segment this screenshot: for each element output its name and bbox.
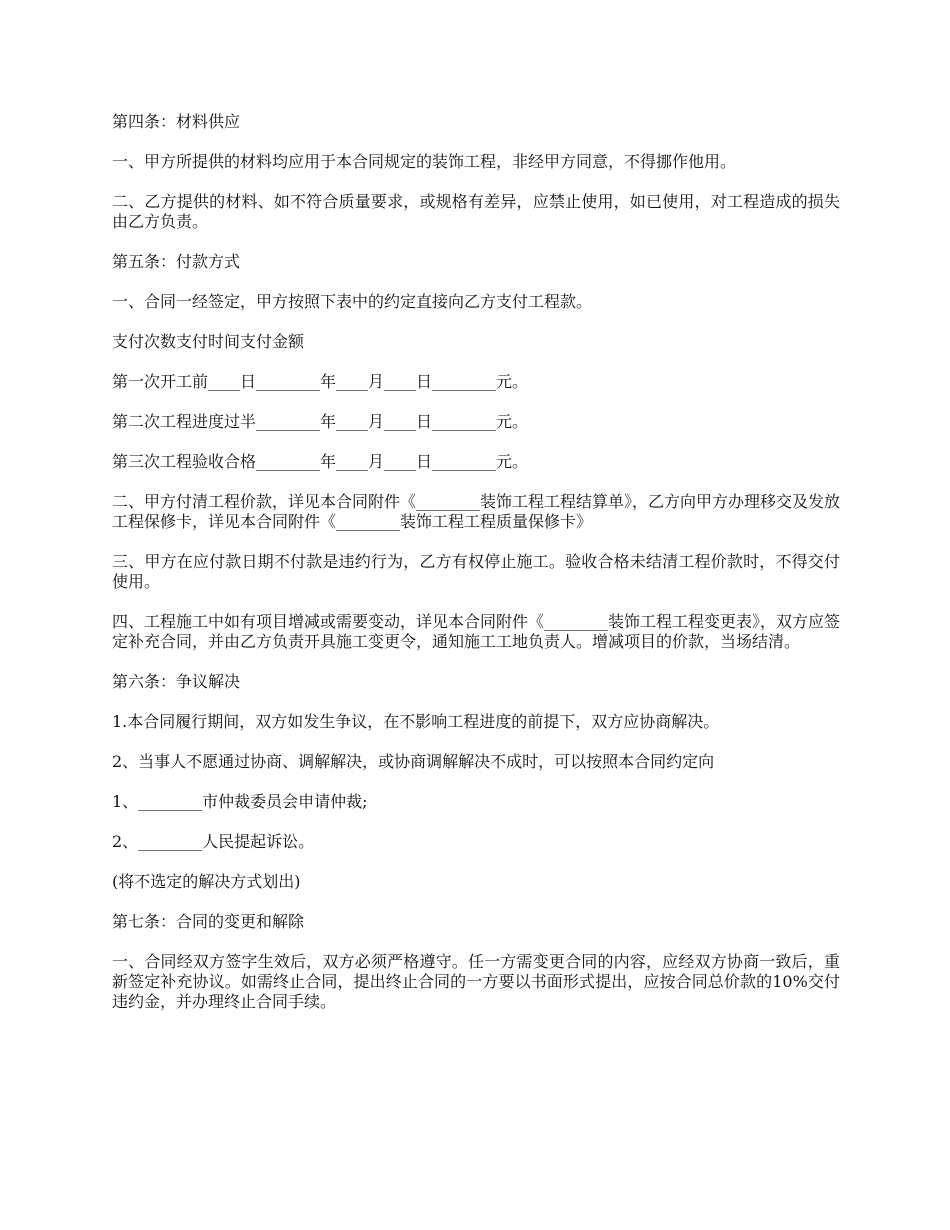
article-4-clause-1: 一、甲方所提供的材料均应用于本合同规定的装饰工程，非经甲方同意，不得挪作他用。 (112, 152, 737, 171)
article-4-clause-2: 二、乙方提供的材料、如不符合质量要求，或规格有差异，应禁止使用，如已使用，对工程造成的损失由乙方负责。 (112, 192, 840, 231)
document-body (112, 112, 840, 1032)
dispute-option-note: (将不选定的解决方式划出) (112, 872, 301, 891)
payment-row-2: 第二次工程进度过半________年____月____日________元。 (112, 412, 529, 431)
article-5-heading: 第五条：付款方式 (112, 252, 241, 271)
dispute-option-litigation: 2、________人民提起诉讼。 (112, 832, 315, 851)
article-6-heading: 第六条：争议解决 (112, 672, 241, 691)
article-5-clause-2: 二、甲方付清工程价款，详见本合同附件《________装饰工程工程结算单》，乙方向甲方办理移交及发放工程保修卡，详见本合同附件《________装饰工程工程质量保修卡》 (112, 492, 841, 531)
article-7-clause-1: 一、合同经双方签字生效后，双方必须严格遵守。任一方需变更合同的内容，应经双方协商一致后，重新签定补充协议。如需终止合同，提出终止合同的一方要以书面形式提出，应按合同总价款的10%交付违约金，并办理终止合同手续。 (112, 952, 840, 1011)
payment-row-3: 第三次工程验收合格________年____月____日________元。 (112, 452, 529, 471)
article-7-heading: 第七条：合同的变更和解除 (112, 912, 305, 931)
article-5-clause-1: 一、合同一经签定，甲方按照下表中的约定直接向乙方支付工程款。 (112, 292, 593, 311)
article-6-clause-1: 1.本合同履行期间，双方如发生争议，在不影响工程进度的前提下，双方应协商解决。 (112, 712, 720, 731)
article-5-clause-4: 四、工程施工中如有项目增减或需要变动，详见本合同附件《________装饰工程工程变更表》，双方应签定补充合同，并由乙方负责开具施工变更令，通知施工工地负责人。增减项目的价款，当场结清。 (112, 612, 841, 651)
payment-row-1: 第一次开工前____日________年____月____日________元。 (112, 372, 529, 391)
dispute-option-arbitration: 1、________市仲裁委员会申请仲裁; (112, 792, 368, 811)
payment-table-header: 支付次数支付时间支付金额 (112, 332, 305, 351)
article-5-clause-3: 三、甲方在应付款日期不付款是违约行为，乙方有权停止施工。验收合格未结清工程价款时，不得交付使用。 (112, 552, 840, 591)
article-6-clause-2: 2、当事人不愿通过协商、调解解决，或协商调解解决不成时，可以按照本合同约定向 (112, 752, 715, 771)
article-4-heading: 第四条：材料供应 (112, 112, 241, 131)
